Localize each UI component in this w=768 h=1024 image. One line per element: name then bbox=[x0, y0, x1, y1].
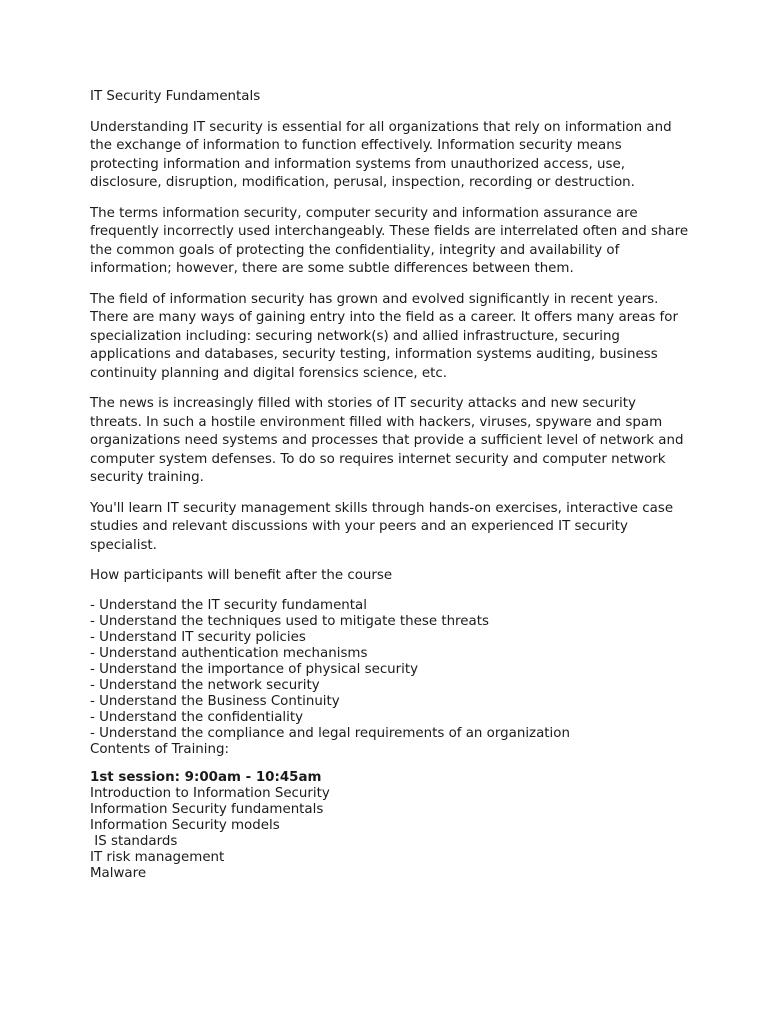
list-item: - Understand the techniques used to mitigate these threats bbox=[90, 613, 489, 629]
paragraph-intro: Understanding IT security is essential for all organizations that rely on information and the exchange of information to function effectively. Information security means protecting information and information systems from unauthorized access, use, disclosure, disruption, modification, perusal, inspection, recording or destruction. bbox=[90, 119, 672, 190]
paragraph-terms: The terms information security, computer security and information assurance are frequently incorrectly used interchangeably. These fields are interrelated often and share the common goals of protecting the confidentiality, integrity and availability of information; however, there are some subtle differences between them. bbox=[90, 205, 689, 276]
paragraph-learn: You'll learn IT security management skills through hands-on exercises, interactive case studies and relevant discussions with your peers and an experienced IT security specialist. bbox=[90, 500, 674, 553]
list-item: - Understand the confidentiality bbox=[90, 709, 304, 725]
topic-list bbox=[90, 786, 690, 882]
list-item: - Understand the compliance and legal requirements of an organization bbox=[90, 725, 570, 741]
paragraph-news: The news is increasingly filled with stories of IT security attacks and new security threats. In such a hostile environment filled with hackers, viruses, spyware and spam organizations need systems and processes that provide a sufficient level of network and computer system defenses. To do so requires internet security and computer network security training. bbox=[90, 396, 684, 485]
list-item: - Understand IT security policies bbox=[90, 629, 306, 645]
benefit-list bbox=[90, 598, 690, 742]
list-item: IS standards bbox=[90, 833, 178, 849]
document-title: IT Security Fundamentals bbox=[90, 89, 261, 104]
list-item: - Understand the IT security fundamental bbox=[90, 597, 367, 613]
paragraph-field: The field of information security has grown and evolved significantly in recent years. There are many ways of gaining entry into the field as a career. It offers many areas for specialization including: securing network(s) and allied infrastructure, securing applications and databases, security testing, information systems auditing, business continuity planning and digital forensics science, etc. bbox=[90, 291, 678, 381]
session-heading: 1st session: 9:00am - 10:45am bbox=[90, 769, 322, 785]
list-item: Introduction to Information Security bbox=[90, 785, 330, 801]
list-item: Malware bbox=[90, 865, 147, 881]
list-item: - Understand the Business Continuity bbox=[90, 693, 340, 709]
list-item: - Understand authentication mechanisms bbox=[90, 645, 368, 661]
benefits-heading: How participants will benefit after the course bbox=[90, 568, 393, 583]
list-item: - Understand the network security bbox=[90, 677, 320, 693]
contents-heading: Contents of Training: bbox=[90, 741, 229, 757]
list-item: Information Security models bbox=[90, 817, 280, 833]
list-item: - Understand the importance of physical security bbox=[90, 661, 419, 677]
document-body bbox=[90, 88, 690, 882]
list-item: Information Security fundamentals bbox=[90, 801, 324, 817]
list-item: IT risk management bbox=[90, 849, 225, 865]
